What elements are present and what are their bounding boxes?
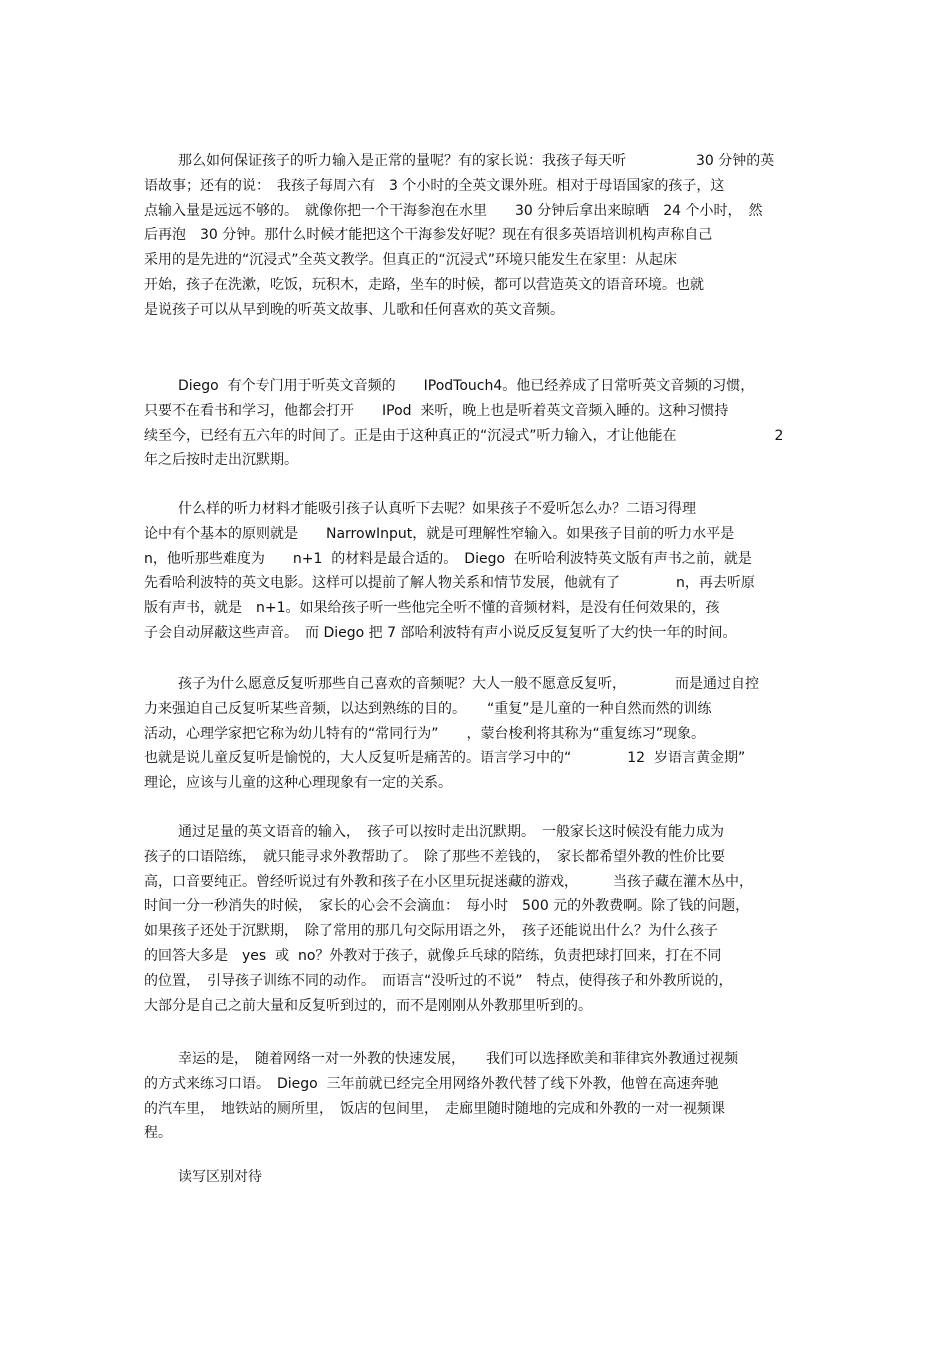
paragraph-line: 的回答大多是 yes 或 no？外教对于孩子，就像乒乓球的陪练，负责把球打回来，打在不同 [144,948,722,964]
paragraph-line: 那么如何保证孩子的听力输入是正常的量呢？有的家长说：我孩子每天听 30 分钟的英 [178,153,775,169]
paragraph-line: 什么样的听力材料才能吸引孩子认真听下去呢？如果孩子不爱听怎么办？二语习得理 [178,501,696,517]
paragraph-line: 的位置， 引导孩子训练不同的动作。 而语言“没听过的不说” 特点，使得孩子和外教所说的， [144,972,733,989]
paragraph-line: 力来强迫自己反复听某些音频，以达到熟练的目的。 “重复”是儿童的一种自然而然的训练 [144,700,712,717]
paragraph-line: 通过足量的英文语音的输入， 孩子可以按时走出沉默期。 一般家长这时候没有能力成为 [178,824,724,840]
paragraph-line: 后再泡 30 分钟。那什么时候才能把这个干海参发好呢？现在有很多英语培训机构声称自己 [144,227,713,244]
paragraph-line: 论中有个基本的原则就是 NarrowInput，就是可理解性窄输入。如果孩子目前的听力水平是 [144,525,735,542]
paragraph-line: 采用的是先进的“沉浸式”全英文教学。但真正的“沉浸式”环境只能发生在家里：从起床 [144,252,678,269]
paragraph-line: 点输入量是远远不够的。 就像你把一个干海参泡在水里 30 分钟后拿出来晾晒 24 个小时， 然 [144,202,763,219]
paragraph-line: 如果孩子还处于沉默期， 除了常用的那几句交际用语之外， 孩子还能说出什么？为什么孩子 [144,923,718,940]
paragraph-line: 续至今，已经有五六年的时间了。正是由于这种真正的“沉浸式”听力输入，才让他能在 2 [144,427,784,444]
paragraph-line: 理论，应该与儿童的这种心理现象有一定的关系。 [144,775,452,792]
paragraph-line: 只要不在看书和学习，他都会打开 IPod 来听，晚上也是听着英文音频入睡的。这种习惯持 [144,402,729,419]
paragraph-line: 也就是说儿童反复听是愉悦的，大人反复听是痛苦的。语言学习中的“ 12 岁语言黄金期” [144,750,746,767]
paragraph-line: 语故事；还有的说： 我孩子每周六有 3 个小时的全英文课外班。相对于母语国家的孩子，这 [144,177,725,194]
paragraph-line: 开始，孩子在洗漱，吃饭，玩积木，走路，坐车的时候，都可以营造英文的语音环境。也就 [144,277,704,293]
paragraph-line: n，他听那些难度为 n+1 的材料是最合适的。 Diego 在听哈利波特英文版有声书之前，就是 [144,550,752,567]
paragraph-line: 是说孩子可以从早到晚的听英文故事、儿歌和任何喜欢的英文音频。 [144,301,564,318]
paragraph-line: 孩子为什么愿意反复听那些自己喜欢的音频呢？大人一般不愿意反复听， 而是通过自控 [178,676,759,692]
paragraph-line: 时间一分一秒消失的时候， 家长的心会不会滴血： 每小时 500 元的外教费啊。除了钱的问题， [144,898,750,915]
paragraph-line: 的汽车里， 地铁站的厕所里， 饭店的包间里， 走廊里随时随地的完成和外教的一对一视频课 [144,1100,725,1117]
paragraph-line: 程。 [144,1125,172,1142]
paragraph-line: 活动，心理学家把它称为幼儿特有的“常同行为” ，蒙台梭利将其称为“重复练习”现象。 [144,725,706,742]
paragraph-line: 幸运的是， 随着网络一对一外教的快速发展， 我们可以选择欧美和菲律宾外教通过视频 [178,1051,738,1067]
paragraph-line: 先看哈利波特的英文电影。这样可以提前了解人物关系和情节发展，他就有了 n，再去听原 [144,575,755,592]
paragraph-line: 孩子的口语陪练， 就只能寻求外教帮助了。 除了那些不差钱的， 家长都希望外教的性价比要 [144,848,725,865]
paragraph-line: 大部分是自己之前大量和反复听到过的，而不是刚刚从外教那里听到的。 [144,997,592,1014]
paragraph-line: 读写区别对待 [178,1169,262,1185]
paragraph-line: Diego 有个专门用于听英文音频的 IPodTouch4。他已经养成了日常听英文音频的习惯， [178,378,755,394]
paragraph-line: 年之后按时走出沉默期。 [144,452,298,469]
paragraph-line: 高，口音要纯正。曾经听说过有外教和孩子在小区里玩捉迷藏的游戏， 当孩子藏在灌木丛中， [144,873,753,890]
paragraph-line: 版有声书，就是 n+1。如果给孩子听一些他完全听不懂的音频材料，是没有任何效果的，孩 [144,600,720,617]
paragraph-line: 子会自动屏蔽这些声音。 而 Diego 把 7 部哈利波特有声小说反反复复听了大约快一年的时间。 [144,625,737,641]
paragraph-line: 的方式来练习口语。 Diego 三年前就已经完全用网络外教代替了线下外教，他曾在高速奔驰 [144,1075,719,1092]
